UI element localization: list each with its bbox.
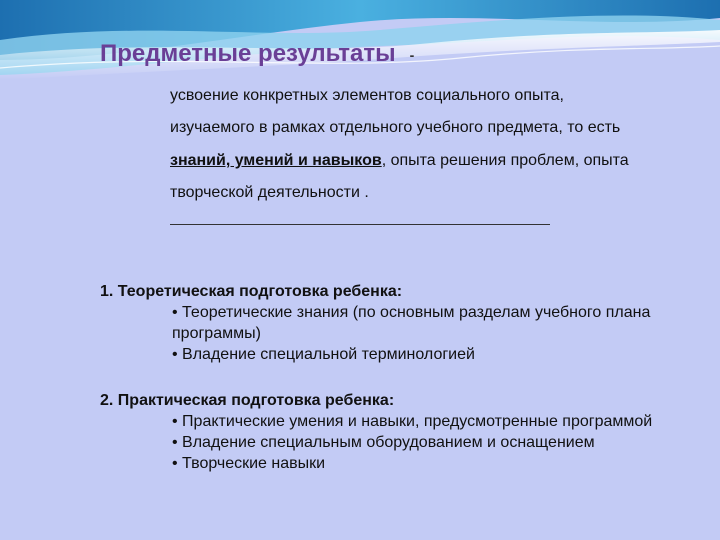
separator-line	[170, 224, 550, 225]
definition-line-4: творческой деятельности .	[170, 184, 369, 201]
list-item: • Практические умения и навыки, предусмотренные программой	[172, 413, 653, 430]
slide-title	[100, 40, 414, 68]
definition-line-3-rest: , опыта решения проблем, опыта	[381, 152, 629, 169]
list-item: • Творческие навыки	[172, 455, 326, 472]
definition-line-2: изучаемого в рамках отдельного учебного предмета, то есть	[170, 119, 621, 136]
definition-line-3	[170, 151, 715, 170]
section-theoretical	[100, 281, 692, 365]
list-item: • Теоретические знания (по основным разделам учебного плана программы)	[172, 304, 651, 342]
title-dash: -	[409, 46, 415, 63]
section-practical	[100, 390, 692, 474]
section-heading: 1. Теоретическая подготовка ребенка:	[100, 283, 403, 300]
title-text: Предметные результаты	[100, 40, 396, 67]
list-item: • Владение специальной терминологией	[172, 346, 475, 363]
list-item: • Владение специальным оборудованием и оснащением	[172, 434, 595, 451]
definition-underlined-phrase: знаний, умений и навыков	[170, 152, 382, 169]
section-heading: 2. Практическая подготовка ребенка:	[100, 392, 395, 409]
definition-line-1: усвоение конкретных элементов социального опыта,	[170, 87, 564, 104]
